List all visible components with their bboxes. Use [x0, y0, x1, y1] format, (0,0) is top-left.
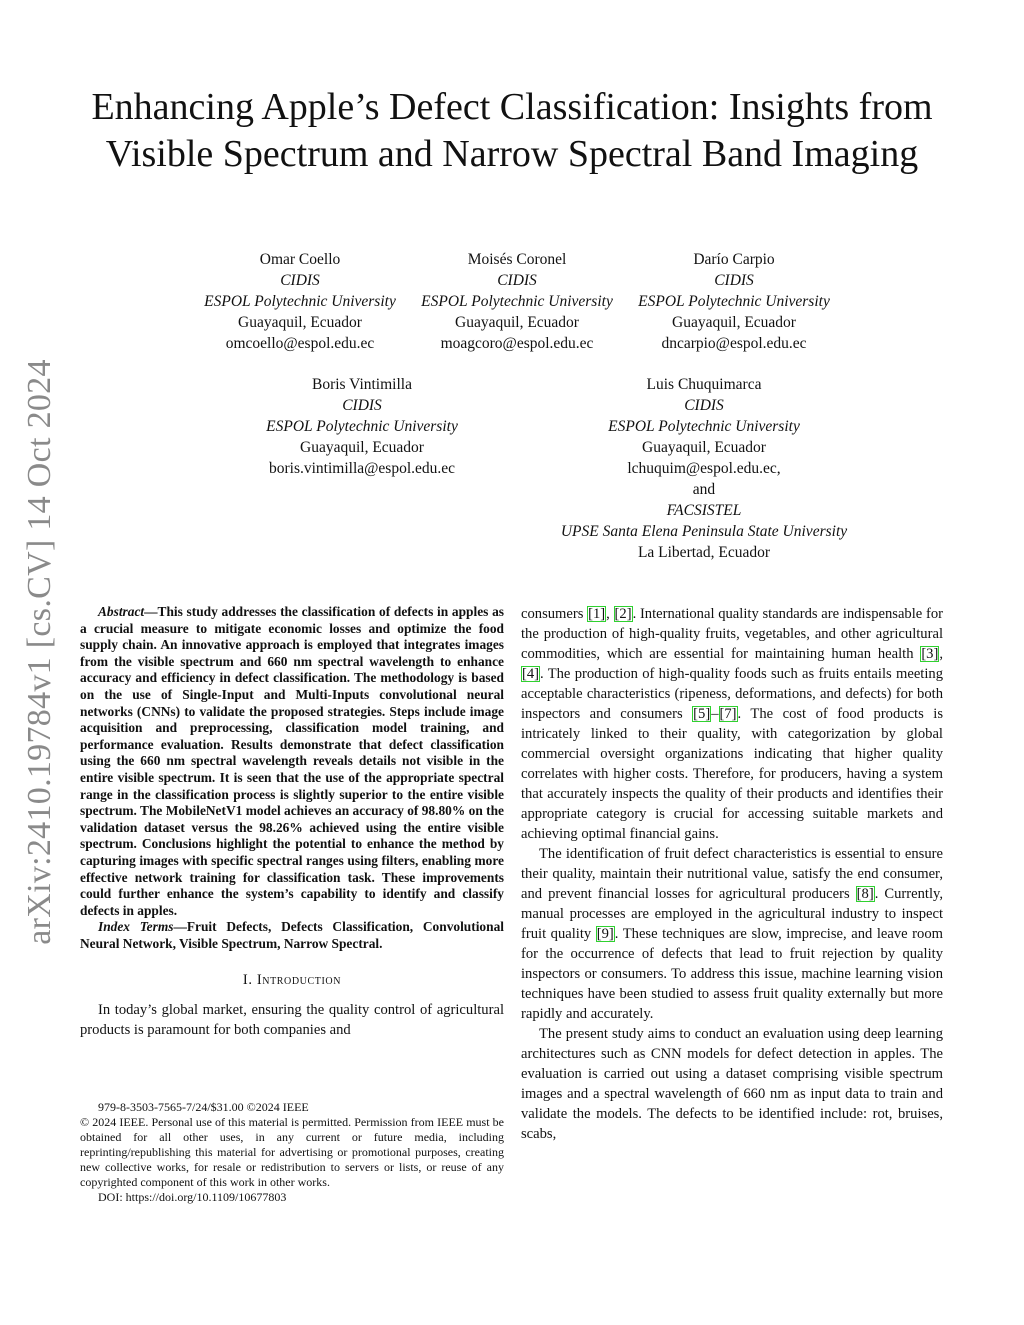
abstract	[80, 604, 504, 919]
citation-link[interactable]: [9]	[596, 926, 614, 942]
index-terms	[80, 919, 504, 952]
text-run: –	[711, 706, 719, 722]
author-name: Omar Coello	[259, 251, 341, 268]
arxiv-identifier-text: arXiv:2410.19784v1 [cs.CV] 14 Oct 2024	[21, 359, 58, 945]
author-location: Guayaquil, Ecuador	[672, 314, 796, 331]
author-org-2: FACSISTEL	[666, 502, 742, 519]
author-block-3	[624, 249, 844, 354]
arxiv-identifier-stamp	[14, 356, 66, 948]
citation-link[interactable]: [3]	[921, 646, 939, 662]
right-column	[521, 604, 943, 1144]
text-run: consumers	[521, 606, 588, 622]
paper-title: Enhancing Apple’s Defect Classification: Insights from Visible Spectrum and Narrow Spectral Band Imaging	[91, 86, 933, 175]
author-university: ESPOL Polytechnic University	[638, 293, 830, 310]
intro-paragraph-3: The present study aims to conduct an evaluation using deep learning architectures such as CNN models for defect detection in apples. The evaluation is carried out using a dataset comprising visible spectrum images and a spectral wavelength of 660 nm as input data to train and validate the models. The defects to be identified include: rot, bruises, scabs,	[521, 1026, 943, 1142]
text-run: . The production of high-quality foods such as fruits entails meeting acceptable characteristics (ripeness, deformations, and defects) for both inspectors and consumers	[521, 666, 943, 722]
intro-paragraph-2	[521, 844, 943, 1024]
author-org: CIDIS	[497, 272, 537, 289]
author-name: Moisés Coronel	[467, 251, 567, 268]
author-and: and	[692, 481, 716, 498]
citation-link[interactable]: [1]	[588, 606, 606, 622]
author-location: Guayaquil, Ecuador	[238, 314, 362, 331]
author-location: Guayaquil, Ecuador	[300, 439, 424, 456]
abstract-lead: Abstract	[98, 604, 145, 619]
text-run: The identification of fruit defect characteristics is essential to ensure their quality, maintain their nutritional value, satisfy the end consumer, and prevent financial losses for agricultural producers	[521, 846, 943, 902]
text-run: ,	[939, 646, 943, 662]
citation-link[interactable]: [4]	[522, 666, 540, 682]
author-university: ESPOL Polytechnic University	[204, 293, 396, 310]
footnote-doi: DOI: https://doi.org/10.1109/10677803	[98, 1190, 287, 1204]
author-university-2: UPSE Santa Elena Peninsula State University	[560, 523, 848, 540]
author-block-5	[534, 374, 874, 563]
index-terms-text: —Fruit Defects, Defects Classification, Convolutional Neural Network, Visible Spectrum, Narrow Spectral.	[80, 919, 504, 951]
footnote-isbn: 979-8-3503-7565-7/24/$31.00 ©2024 IEEE	[98, 1100, 309, 1114]
author-name: Darío Carpio	[693, 251, 775, 268]
index-terms-lead: Index Terms	[98, 919, 174, 935]
author-org: CIDIS	[684, 397, 724, 414]
text-run: ,	[606, 606, 614, 622]
author-email: boris.vintimilla@espol.edu.ec	[268, 460, 456, 477]
author-location: Guayaquil, Ecuador	[642, 439, 766, 456]
author-org: CIDIS	[714, 272, 754, 289]
author-org: CIDIS	[342, 397, 382, 414]
citation-link[interactable]: [5]	[693, 706, 711, 722]
author-name: Boris Vintimilla	[312, 376, 412, 393]
author-name: Luis Chuquimarca	[646, 376, 762, 393]
section-heading-introduction	[80, 970, 504, 990]
citation-link[interactable]: [8]	[856, 886, 874, 902]
author-block-1	[190, 249, 410, 354]
author-email: omcoello@espol.edu.ec	[225, 335, 375, 352]
author-block-2	[407, 249, 627, 354]
author-email: dncarpio@espol.edu.ec	[661, 335, 807, 352]
section-title: Introduction	[256, 972, 342, 989]
left-column	[80, 604, 504, 1040]
intro-paragraph-1: In today’s global market, ensuring the quality control of agricultural products is paramount for both companies and	[80, 1002, 504, 1039]
author-block-4	[251, 374, 473, 479]
author-university: ESPOL Polytechnic University	[421, 293, 613, 310]
footnote-copyright: © 2024 IEEE. Personal use of this material is permitted. Permission from IEEE must be obtained for all other uses, in any current or future media, including reprinting/republishing this material for advertising or promotional purposes, creating new collective works, for resale or redistribution to servers or lists, or reuse of any copyrighted component of this work in other works.	[80, 1115, 504, 1189]
author-email: lchuquim@espol.edu.ec,	[627, 460, 781, 477]
footnote	[80, 1100, 504, 1205]
author-university: ESPOL Polytechnic University	[266, 418, 458, 435]
text-run: . The cost of food products is intricately linked to their quality, with categorization by global commercial oversight organizations indicating that higher quality correlates with higher costs. Therefore, for producers, having a system that accurately inspects the quality of their products and identifies their appropriate category is crucial for accessing suitable markets and achieving optimal financial gains.	[521, 706, 944, 842]
abstract-text: —This study addresses the classification of defects in apples as a crucial measure to mitigate economic losses and optimize the food supply chain. An innovative approach is employed that integrates images from the visible spectrum and 660 nm spectral wavelength to enhance accuracy and efficiency in defect classification. The methodology is based on the use of Single-Input and Multi-Inputs convolutional neural networks (CNNs) to validate the proposed strategies. Steps include image acquisition and preprocessing, classification model training, and performance evaluation. Results demonstrate that defect classification using the 660 nm spectral wavelength reveals details not visible in the entire visible spectrum. It is seen that the use of the appropriate spectral range in the classification process is slightly superior to the entire visible spectrum. The MobileNetV1 model achieves an accuracy of 98.80% on the validation dataset versus the 98.26% achieved using the entire visible spectrum. Conclusions highlight the potential to enhance the method by capturing images with specific spectral ranges using filters, enabling more effective network training for classification task. These improvements could further enhance the system’s capability to identify and classify defects in apples.	[80, 604, 504, 918]
author-location-2: La Libertad, Ecuador	[637, 544, 771, 561]
intro-paragraph-1-continued	[521, 604, 943, 844]
text-run: . These techniques are slow, imprecise, and leave room for the occurrence of defects that lead to fruit rejection by quality inspectors or consumers. To address this issue, machine learning vision techniques have been studied to assess fruit quality externally but more rapidly and accurately.	[521, 926, 943, 1022]
author-org: CIDIS	[280, 272, 320, 289]
section-number: I.	[242, 972, 257, 989]
author-email: moagcoro@espol.edu.ec	[440, 335, 594, 352]
author-university: ESPOL Polytechnic University	[608, 418, 800, 435]
citation-link[interactable]: [2]	[614, 606, 632, 622]
citation-link[interactable]: [7]	[719, 706, 737, 722]
author-location: Guayaquil, Ecuador	[455, 314, 579, 331]
text-run: . Currently, manual processes are employed in the agricultural industry to inspect fruit quality	[521, 886, 943, 942]
text-run: . International quality standards are indispensable for the production of high-quality fruits, vegetables, and other agricultural commodities, which are essential for maintaining human health	[521, 606, 943, 662]
